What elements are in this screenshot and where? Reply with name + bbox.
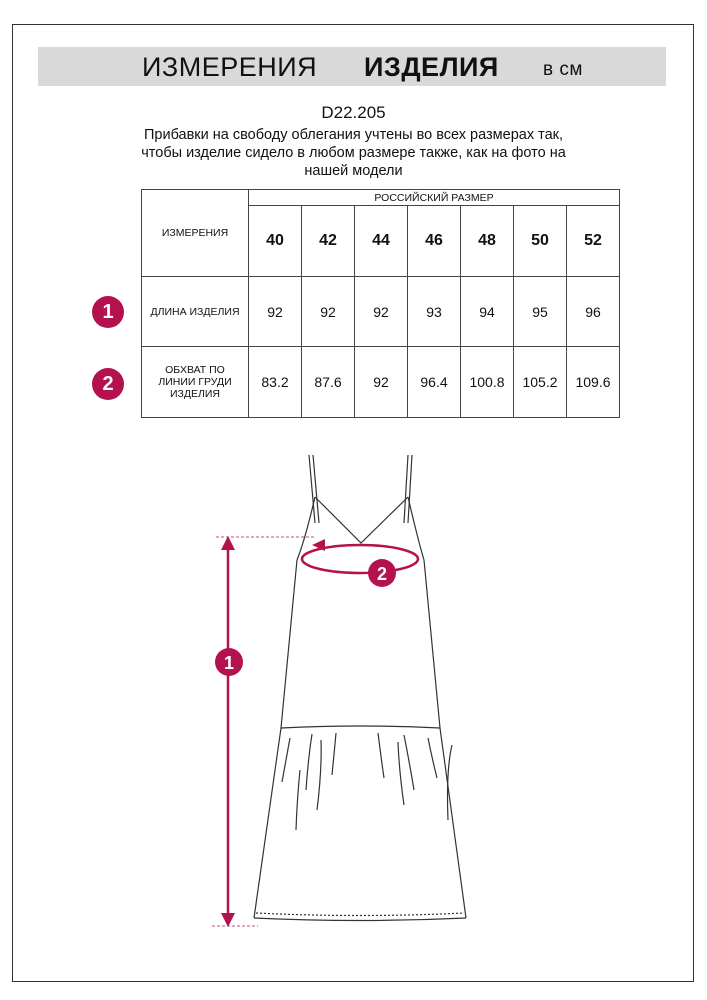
- size-header: 50: [514, 206, 567, 277]
- size-header: 48: [461, 206, 514, 277]
- size-group-label: РОССИЙСКИЙ РАЗМЕР: [249, 190, 620, 206]
- length-diagram-marker: [215, 648, 243, 676]
- row-label-line: ОБХВАТ ПО: [165, 364, 225, 376]
- title-garment: ИЗДЕЛИЯ: [364, 52, 499, 82]
- table-cell: 92: [355, 277, 408, 347]
- corner-label: ИЗМЕРЕНИЯ: [142, 190, 249, 277]
- table-cell: 83.2: [249, 347, 302, 418]
- row-label-length: ДЛИНА ИЗДЕЛИЯ: [142, 277, 249, 347]
- note-line-2: чтобы изделие сидело в любом размере также, как на фото на: [141, 145, 566, 161]
- row-label-line: ЛИНИИ ГРУДИ: [158, 376, 232, 388]
- table-cell: 87.6: [302, 347, 355, 418]
- bust-diagram-marker-label: 2: [376, 564, 388, 584]
- size-header: 40: [249, 206, 302, 277]
- table-cell: 92: [249, 277, 302, 347]
- size-header: 46: [408, 206, 461, 277]
- table-cell: 93: [408, 277, 461, 347]
- size-header: 42: [302, 206, 355, 277]
- length-marker-badge: 1: [92, 296, 124, 328]
- table-cell: 94: [461, 277, 514, 347]
- table-cell: 95: [514, 277, 567, 347]
- table-cell: 105.2: [514, 347, 567, 418]
- measurement-annotations: [212, 536, 418, 927]
- note-line-1: Прибавки на свободу облегания учтены во всех размерах так,: [143, 127, 564, 143]
- dress-outline: [254, 455, 466, 921]
- table-cell: 96.4: [408, 347, 461, 418]
- title-measurements: ИЗМЕРЕНИЯ: [142, 52, 318, 82]
- table-cell: 109.6: [567, 347, 620, 418]
- product-code: D22.205: [321, 103, 386, 122]
- table-cell: 92: [355, 347, 408, 418]
- bust-marker-badge: 2: [92, 368, 124, 400]
- size-header: 52: [567, 206, 620, 277]
- length-diagram-marker-label: 1: [223, 653, 235, 673]
- table-cell: 100.8: [461, 347, 514, 418]
- table-cell: 92: [302, 277, 355, 347]
- table-cell: 96: [567, 277, 620, 347]
- note-line-3: нашей модели: [304, 163, 403, 179]
- size-header: 44: [355, 206, 408, 277]
- bust-diagram-marker: [368, 559, 396, 587]
- title-units: в см: [543, 59, 583, 80]
- row-label-line: ИЗДЕЛИЯ: [169, 388, 221, 400]
